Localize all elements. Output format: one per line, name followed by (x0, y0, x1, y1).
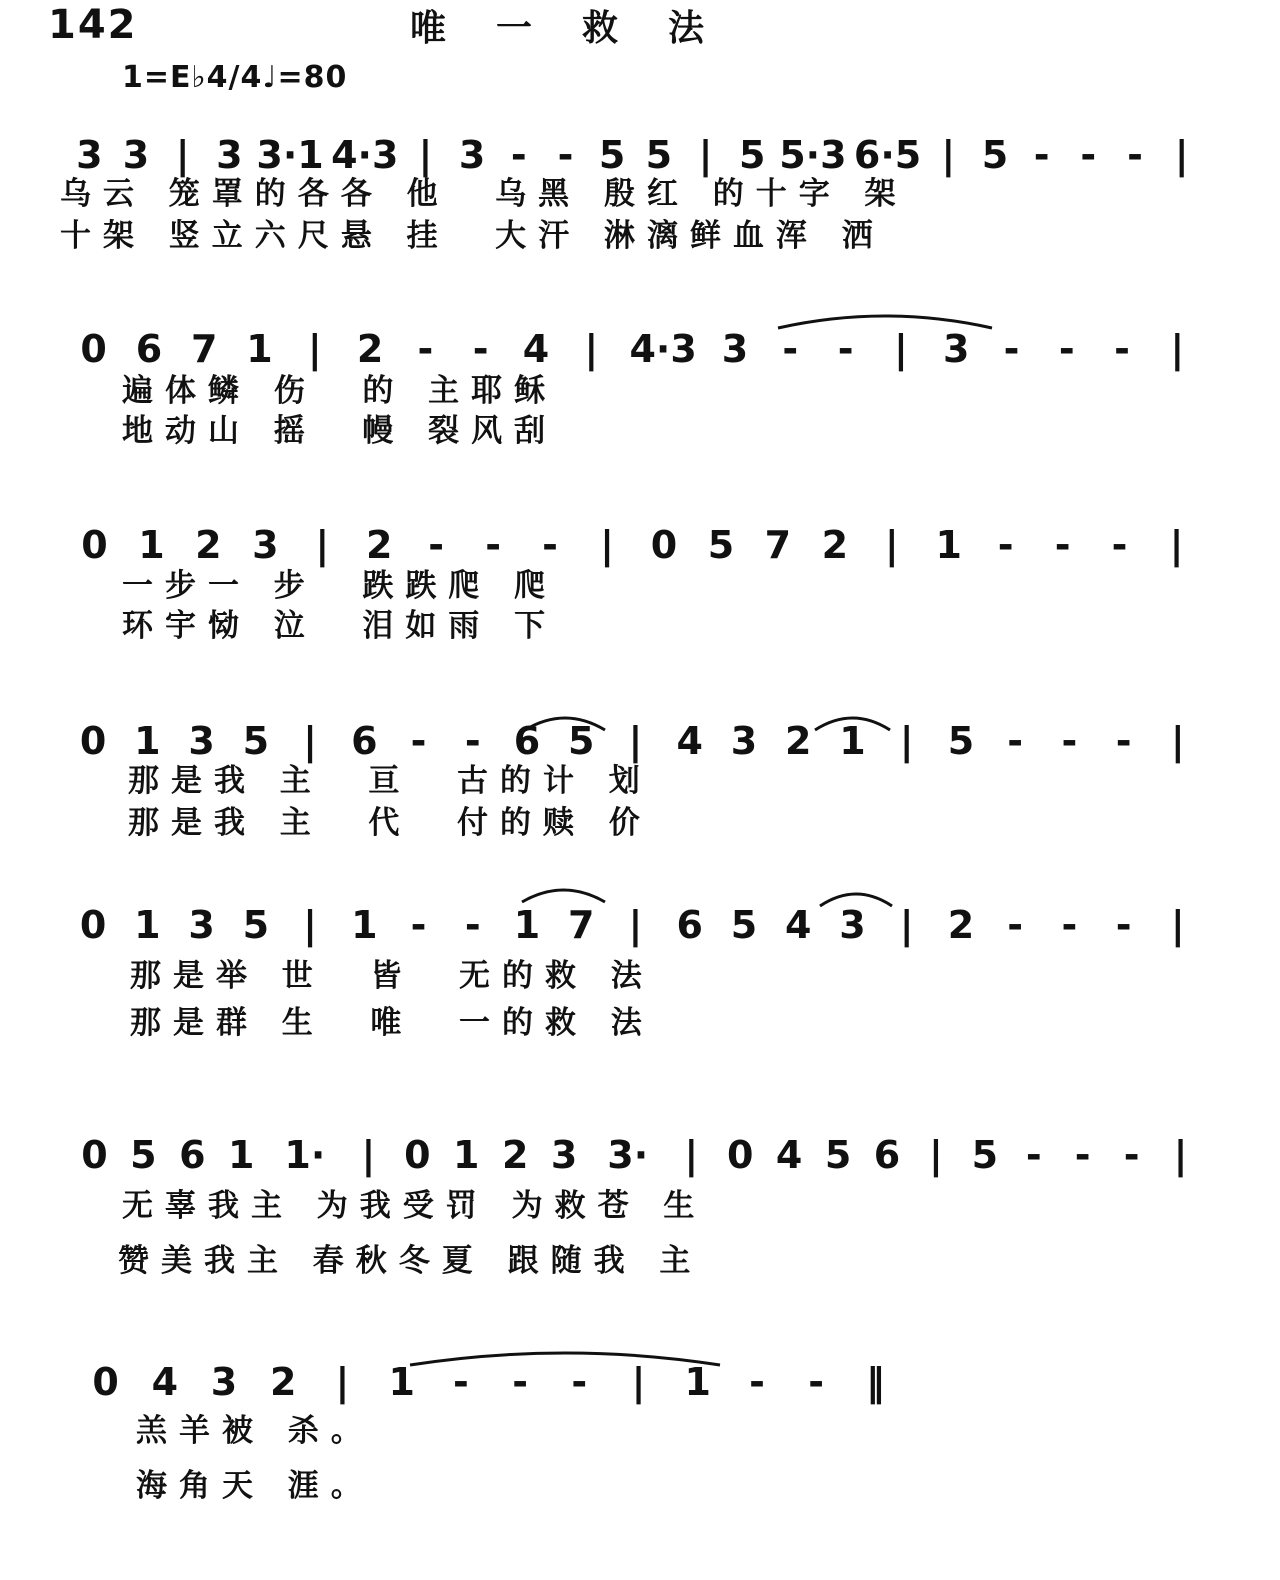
note-digit: 5 (738, 133, 766, 177)
note-digit: 1 (513, 903, 541, 947)
note-digit: 5 (947, 719, 975, 763)
note-digit: 4 (151, 1360, 179, 1404)
hold-dash: - (1115, 719, 1132, 763)
hold-dash: - (428, 523, 445, 567)
note-digit: 0 (79, 719, 107, 763)
note-digit: 0 (92, 1360, 119, 1404)
note-digit: 3 (721, 327, 749, 371)
note-digit: 0 (650, 523, 678, 567)
note-digit: 4 (784, 903, 812, 947)
lyric-line-1: 那是举 世 皆 无的救 法 (130, 958, 654, 994)
note-digit: 5·3 (779, 133, 847, 177)
hold-dash: - (1074, 1133, 1091, 1177)
hold-dash: - (1007, 903, 1024, 947)
note-digit: 6 (513, 719, 541, 763)
note-digit: 5 (568, 719, 595, 763)
hold-dash: - (485, 523, 502, 567)
barline: | (175, 133, 190, 177)
note-digit: 2 (356, 327, 384, 371)
note-digit: 1 (134, 719, 161, 763)
barline: | (303, 903, 318, 947)
note-digit: 3 (458, 133, 486, 177)
barline: | (631, 1360, 646, 1404)
barline: | (628, 719, 643, 763)
hold-dash: - (837, 327, 854, 371)
note-digit: 1 (684, 1360, 711, 1404)
hold-dash: - (410, 719, 427, 763)
barline: | (893, 327, 908, 371)
barline: | (1169, 523, 1184, 567)
hold-dash: - (997, 523, 1014, 567)
barline: | (899, 903, 914, 947)
note-digit: 2 (784, 719, 812, 763)
hold-dash: - (1054, 523, 1071, 567)
barline: | (928, 1133, 943, 1177)
lyric-line-2: 环宇恸 泣 泪如雨 下 (122, 608, 558, 644)
barline: | (628, 903, 643, 947)
hold-dash: - (1003, 327, 1020, 371)
note-digit: 0 (79, 903, 107, 947)
note-digit: 1 (228, 1133, 255, 1177)
note-digit: 5 (598, 133, 626, 177)
lyric-line-1: 那是我 主 亘 古的计 划 (128, 763, 652, 799)
hold-dash: - (410, 903, 427, 947)
barline: | (315, 523, 330, 567)
hold-dash: - (512, 1360, 528, 1404)
note-digit: 3 (188, 903, 215, 947)
barline: | (335, 1360, 350, 1404)
note-digit: 3 (730, 719, 758, 763)
barline: | (584, 327, 599, 371)
note-digit: 3 (839, 903, 866, 947)
note-digit: 0 (80, 327, 107, 371)
note-digit: 7 (568, 903, 595, 947)
note-digit: 3·1 (256, 133, 324, 177)
note-digit: 1 (134, 903, 161, 947)
slur-mark (522, 890, 605, 902)
note-digit: 1 (351, 903, 378, 947)
note-digit: 2 (365, 523, 393, 567)
barline: | (600, 523, 614, 567)
note-digit: 5 (824, 1133, 852, 1177)
hymn-title: 唯一救法 (410, 8, 755, 49)
note-digit: 3 (122, 133, 150, 177)
note-digit: 3· (607, 1133, 649, 1177)
note-digit: 5 (645, 133, 673, 177)
note-digit: 2 (821, 523, 849, 567)
hold-dash: - (464, 903, 481, 947)
hold-dash: - (472, 327, 489, 371)
barline: | (1170, 327, 1185, 371)
note-digit: 1 (138, 523, 165, 567)
note-digit: 6 (179, 1133, 206, 1177)
hold-dash: - (542, 523, 558, 567)
hold-dash: - (782, 327, 799, 371)
note-digit: 6 (351, 719, 378, 763)
note-digit: 2 (947, 903, 975, 947)
key-signature: 1=E♭4/4♩=80 (122, 60, 348, 95)
note-digit: 5 (242, 903, 270, 947)
note-digit: 3 (76, 133, 103, 177)
hold-dash: - (557, 133, 574, 177)
hold-dash: - (510, 133, 527, 177)
barline: | (941, 133, 956, 177)
note-digit: 1 (839, 719, 866, 763)
note-digit: 7 (191, 327, 218, 371)
hold-dash: - (1007, 719, 1024, 763)
lyric-line-2: 十架 竖立六尺悬 挂 大汗 淋漓鲜血浑 洒 (60, 218, 885, 254)
lyric-line-1: 无辜我主 为我受罚 为救苍 生 (122, 1188, 707, 1224)
hold-dash: - (1080, 133, 1097, 177)
barline: | (1174, 133, 1189, 177)
barline: | (361, 1133, 376, 1177)
lyric-line-2: 那是我 主 代 付的赎 价 (128, 805, 652, 841)
barline: | (1170, 903, 1185, 947)
note-digit: 4·3 (629, 327, 697, 371)
note-digit: 3 (210, 1360, 238, 1404)
note-digit: 3 (252, 523, 279, 567)
hold-dash: - (1061, 719, 1078, 763)
note-digit: 2 (501, 1133, 529, 1177)
note-digit: 6 (873, 1133, 901, 1177)
note-digit: 3 (216, 133, 243, 177)
note-digit: 6·5 (853, 133, 922, 177)
barline: | (884, 523, 899, 567)
note-digit: 6 (676, 903, 703, 947)
note-digit: 1 (935, 523, 962, 567)
note-digit: 3 (942, 327, 970, 371)
note-digit: 0 (81, 523, 108, 567)
hold-dash: - (453, 1360, 469, 1404)
note-digit: 5 (707, 523, 735, 567)
note-digit: 5 (730, 903, 758, 947)
note-digit: 4 (676, 719, 703, 763)
note-digit: 1 (388, 1360, 415, 1404)
note-digit: 7 (764, 523, 792, 567)
note-digit: 4 (775, 1133, 803, 1177)
lyric-line-2: 海角天 涯。 (136, 1468, 374, 1504)
hold-dash: - (1033, 133, 1050, 177)
barline: | (1170, 719, 1185, 763)
barline: | (418, 133, 433, 177)
lyric-line-1: 乌云 笼罩的各各 他 乌黑 殷红 的十字 架 (60, 176, 908, 212)
note-digit: 4·3 (331, 133, 399, 177)
lyric-line-2: 地动山 摇 幔 裂风刮 (122, 413, 558, 449)
hold-dash: - (464, 719, 481, 763)
hold-dash: - (417, 327, 434, 371)
note-digit: 1· (284, 1133, 326, 1177)
note-digit: 0 (404, 1133, 431, 1177)
note-digit: 5 (242, 719, 270, 763)
note-digit: 0 (81, 1133, 108, 1177)
note-digit: 5 (971, 1133, 999, 1177)
barline: | (303, 719, 318, 763)
lyric-line-1: 一步一 步 跌跌爬 爬 (122, 568, 558, 604)
hold-dash: - (749, 1360, 765, 1404)
hymn-number: 142 (48, 2, 138, 48)
barline: | (684, 1133, 699, 1177)
hold-dash: - (1114, 327, 1130, 371)
note-digit: 3 (550, 1133, 578, 1177)
barline: | (1173, 1133, 1188, 1177)
hold-dash: - (1127, 133, 1143, 177)
hold-dash: - (1115, 903, 1132, 947)
hold-dash: - (1058, 327, 1075, 371)
hold-dash: - (1025, 1133, 1042, 1177)
hold-dash: - (1061, 903, 1078, 947)
lyric-line-1: 羔羊被 杀。 (136, 1413, 374, 1449)
note-digit: 3 (188, 719, 215, 763)
note-digit: 0 (727, 1133, 754, 1177)
lyric-line-2: 赞美我主 春秋冬夏 跟随我 主 (118, 1243, 703, 1279)
note-digit: 1 (246, 327, 273, 371)
hold-dash: - (1123, 1133, 1140, 1177)
note-digit: 6 (135, 327, 163, 371)
hold-dash: - (1111, 523, 1128, 567)
barline: | (698, 133, 713, 177)
note-digit: 2 (195, 523, 222, 567)
note-digit: 4 (522, 327, 550, 371)
lyric-line-1: 遍体鳞 伤 的 主耶稣 (122, 373, 558, 409)
barline: | (899, 719, 914, 763)
barline: | (307, 327, 322, 371)
hold-dash: - (808, 1360, 825, 1404)
final-barline: ‖ (865, 1360, 885, 1404)
note-digit: 5 (130, 1133, 157, 1177)
lyric-line-2: 那是群 生 唯 一的救 法 (130, 1005, 654, 1041)
note-digit: 5 (981, 133, 1009, 177)
note-digit: 1 (453, 1133, 480, 1177)
note-digit: 2 (270, 1360, 297, 1404)
hold-dash: - (571, 1360, 588, 1404)
